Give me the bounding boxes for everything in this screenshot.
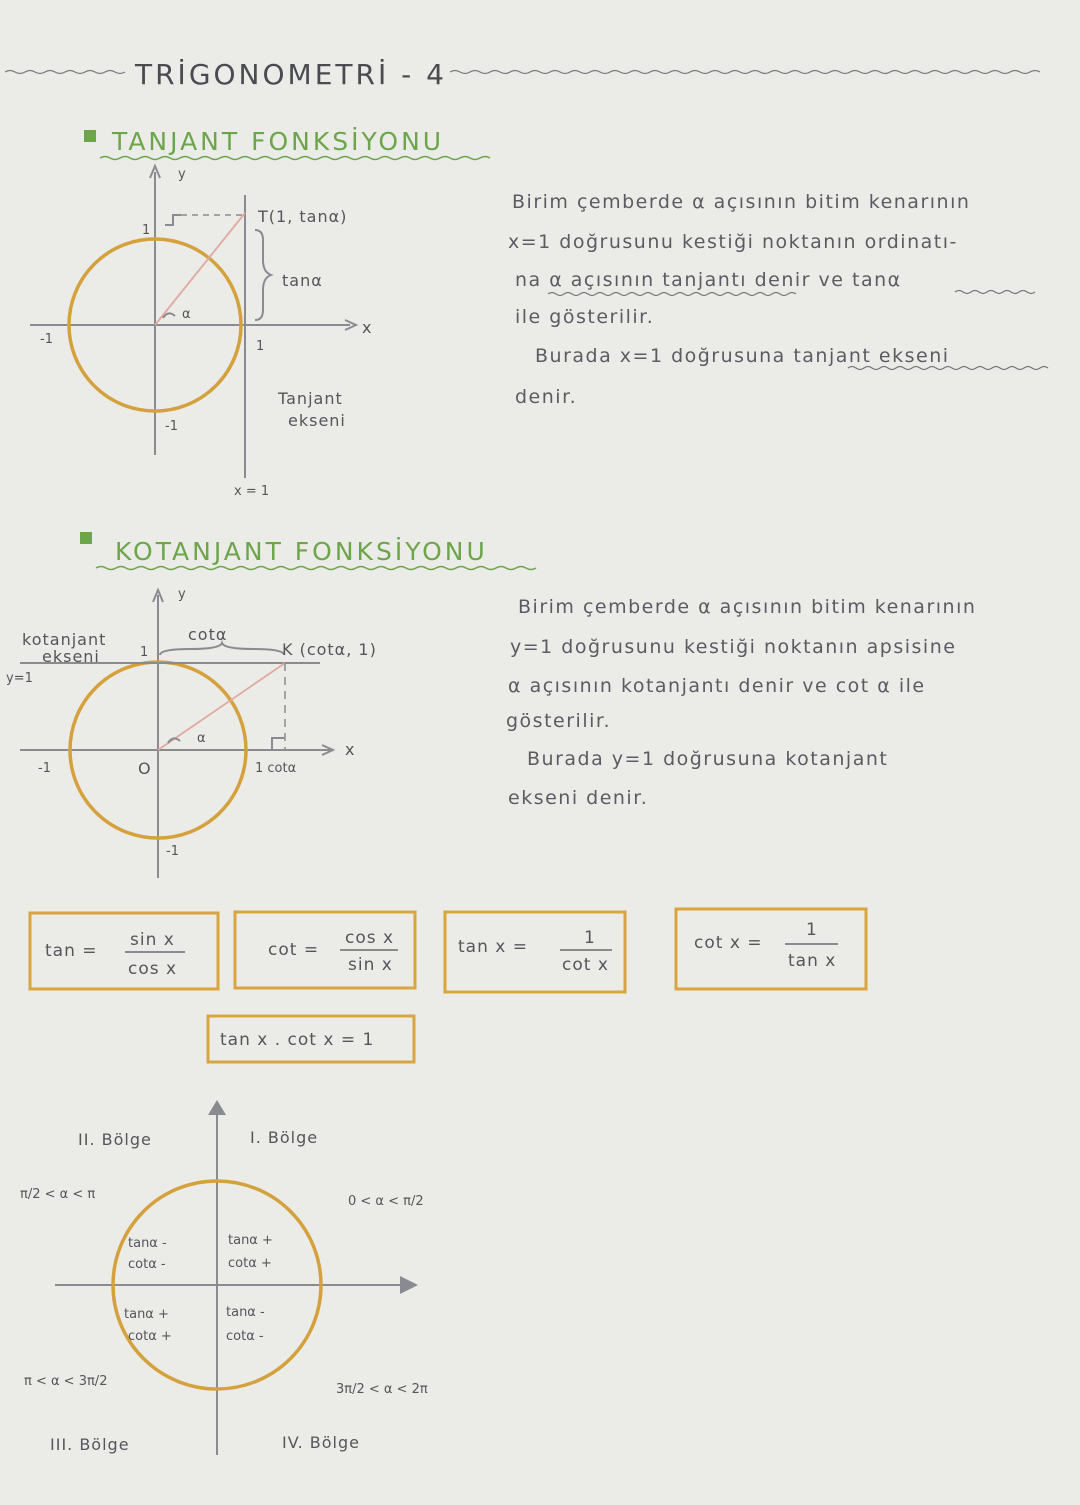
svg-text:ile gösterilir.: ile gösterilir. xyxy=(515,306,655,328)
svg-text:1 cotα: 1 cotα xyxy=(255,761,297,776)
svg-text:y=1 doğrusunu kestiği noktanın: y=1 doğrusunu kestiği noktanın apsisine xyxy=(510,636,957,658)
svg-text:1: 1 xyxy=(584,928,596,948)
svg-text:cos x: cos x xyxy=(345,928,395,948)
svg-text:denir.: denir. xyxy=(515,386,578,408)
svg-text:tanα -: tanα - xyxy=(226,1305,265,1320)
svg-text:Birim çemberde α açısının biti: Birim çemberde α açısının bitim kenarının xyxy=(512,191,971,213)
svg-text:1: 1 xyxy=(140,645,149,660)
svg-text:x: x xyxy=(345,740,356,759)
svg-text:tan x . cot x = 1: tan x . cot x = 1 xyxy=(220,1030,375,1050)
svg-text:cotα +: cotα + xyxy=(228,1256,272,1271)
cotangent-heading: KOTANJANT FONKSİYONU xyxy=(115,537,488,566)
svg-text:gösterilir.: gösterilir. xyxy=(506,710,611,732)
formula-box-cot xyxy=(235,912,415,988)
svg-text:cotα +: cotα + xyxy=(128,1329,172,1344)
bullet-icon xyxy=(80,532,92,544)
svg-text:cot x =: cot x = xyxy=(694,933,763,953)
tangent-diagram xyxy=(30,166,372,499)
title-wavy-line-right xyxy=(450,71,1040,74)
brace xyxy=(255,230,271,320)
tangent-definition xyxy=(508,191,1048,408)
bullet-icon xyxy=(84,130,96,142)
svg-text:-1: -1 xyxy=(165,419,178,434)
formula-box-tan-reciprocal xyxy=(445,912,625,992)
svg-text:tan x =: tan x = xyxy=(458,937,528,957)
svg-text:y: y xyxy=(178,587,186,602)
svg-text:Burada x=1 doğrusuna tanjant e: Burada x=1 doğrusuna tanjant ekseni xyxy=(535,345,950,367)
identity-box xyxy=(208,1016,414,1062)
formula-box-cot-reciprocal xyxy=(676,909,866,989)
svg-text:II. Bölge: II. Bölge xyxy=(78,1130,152,1149)
svg-text:y=1: y=1 xyxy=(6,671,33,686)
cotangent-definition xyxy=(506,596,976,809)
svg-text:tanα: tanα xyxy=(282,271,323,290)
svg-text:Tanjant: Tanjant xyxy=(278,389,343,408)
svg-text:tanα -: tanα - xyxy=(128,1236,167,1251)
svg-text:x: x xyxy=(362,318,373,337)
svg-text:tanα +: tanα + xyxy=(228,1233,273,1248)
svg-text:cotα: cotα xyxy=(188,625,228,644)
svg-text:-1: -1 xyxy=(38,761,51,776)
heading-underline xyxy=(100,157,490,160)
svg-text:0 < α < π/2: 0 < α < π/2 xyxy=(348,1194,424,1209)
svg-text:tan =: tan = xyxy=(45,941,98,961)
svg-text:x=1 doğrusunu kestiği noktanın: x=1 doğrusunu kestiği noktanın ordinatı- xyxy=(508,231,958,253)
quadrant-diagram xyxy=(20,1100,428,1455)
svg-text:π < α < 3π/2: π < α < 3π/2 xyxy=(24,1374,108,1389)
title-wavy-line-left xyxy=(5,71,125,74)
svg-text:α: α xyxy=(197,731,206,746)
svg-text:cotα -: cotα - xyxy=(226,1329,264,1344)
svg-text:na α açısının tanjantı denir v: na α açısının tanjantı denir ve tanα xyxy=(515,269,902,291)
svg-text:1: 1 xyxy=(256,339,265,354)
svg-text:O: O xyxy=(138,759,152,778)
svg-text:π/2 < α < π: π/2 < α < π xyxy=(20,1187,96,1202)
svg-text:cot =: cot = xyxy=(268,940,320,960)
brace xyxy=(160,643,284,655)
point-T-label: T(1, tanα) xyxy=(258,207,348,226)
svg-text:cotα -: cotα - xyxy=(128,1257,166,1272)
formula-box-tan xyxy=(30,913,218,989)
svg-text:sin x: sin x xyxy=(130,930,175,950)
svg-text:Birim çemberde α açısının biti: Birim çemberde α açısının bitim kenarının xyxy=(518,596,977,618)
svg-text:I. Bölge: I. Bölge xyxy=(250,1128,319,1147)
cotangent-diagram xyxy=(6,587,377,878)
svg-text:-1: -1 xyxy=(40,332,53,347)
svg-text:sin x: sin x xyxy=(348,955,393,975)
svg-text:tanα +: tanα + xyxy=(124,1307,169,1322)
svg-text:III. Bölge: III. Bölge xyxy=(50,1435,130,1454)
svg-text:x = 1: x = 1 xyxy=(234,484,270,499)
svg-text:IV. Bölge: IV. Bölge xyxy=(282,1433,360,1452)
svg-text:tan x: tan x xyxy=(788,951,837,971)
svg-text:cos x: cos x xyxy=(128,959,178,979)
svg-text:ekseni denir.: ekseni denir. xyxy=(508,787,649,809)
svg-text:α: α xyxy=(182,307,191,322)
svg-text:1: 1 xyxy=(142,223,151,238)
svg-text:kotanjant: kotanjant xyxy=(22,630,107,649)
tangent-heading: TANJANT FONKSİYONU xyxy=(112,127,445,156)
svg-text:y: y xyxy=(178,167,186,182)
page-title: TRİGONOMETRİ - 4 xyxy=(135,58,447,91)
point-K-label: K (cotα, 1) xyxy=(282,640,377,659)
svg-text:cot x: cot x xyxy=(562,955,609,975)
svg-text:ekseni: ekseni xyxy=(42,647,100,666)
svg-text:1: 1 xyxy=(806,920,818,940)
angle-ray xyxy=(158,663,285,750)
svg-text:ekseni: ekseni xyxy=(288,411,346,430)
angle-ray xyxy=(155,213,245,325)
svg-text:α açısının kotanjantı denir ve: α açısının kotanjantı denir ve cot α ile xyxy=(508,675,926,697)
svg-text:Burada y=1 doğrusuna kotanjant: Burada y=1 doğrusuna kotanjant xyxy=(527,748,889,770)
heading-underline xyxy=(96,567,536,570)
svg-text:-1: -1 xyxy=(166,844,179,859)
svg-text:3π/2 < α < 2π: 3π/2 < α < 2π xyxy=(336,1382,428,1397)
